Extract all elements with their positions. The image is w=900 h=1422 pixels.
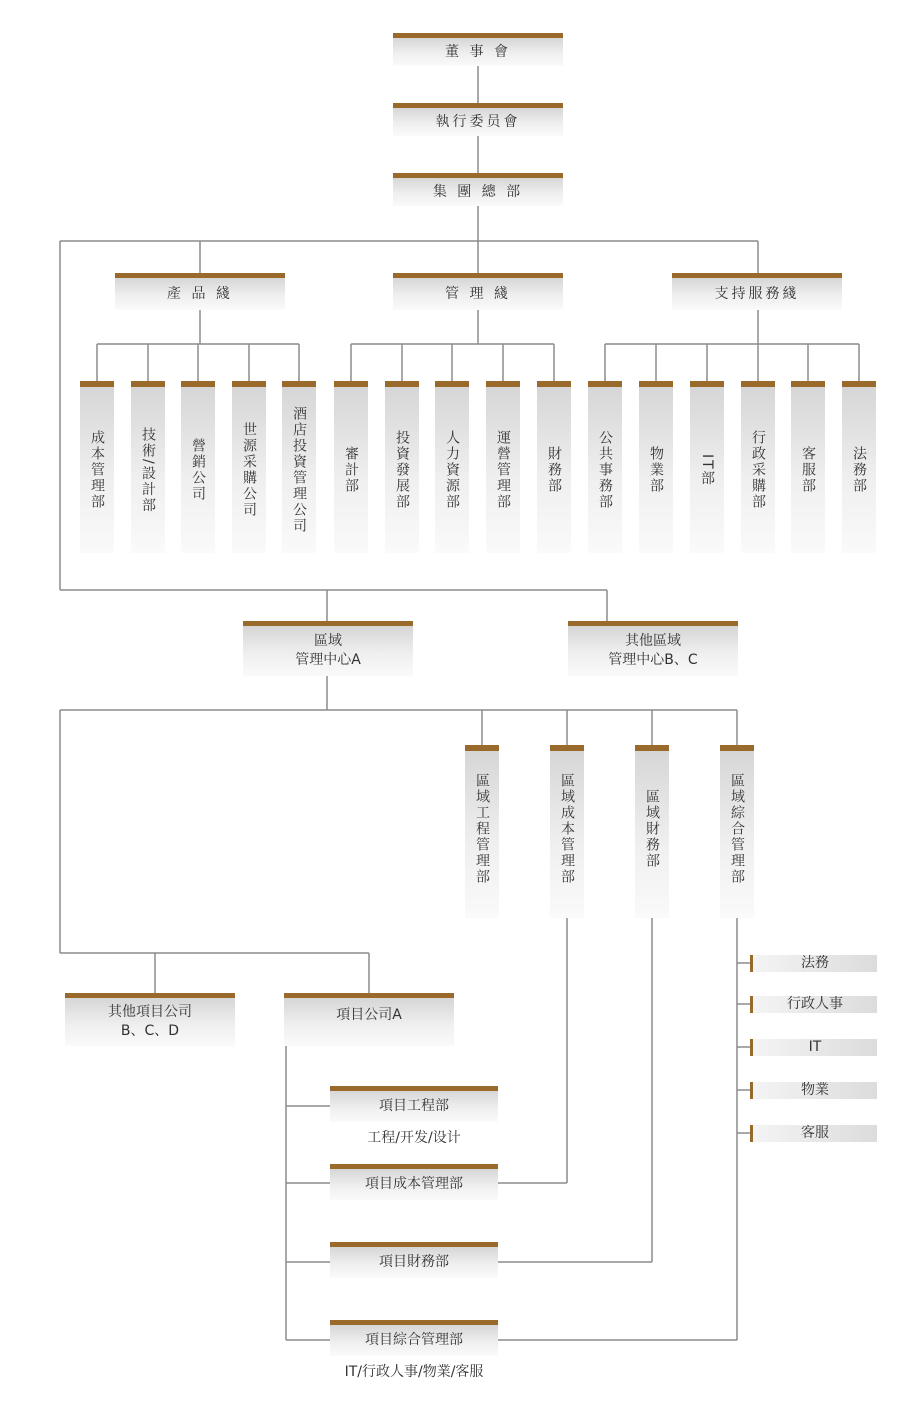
regional-dept-box bbox=[635, 745, 669, 918]
dept-label: 成本管理部 bbox=[89, 430, 105, 510]
dept-box bbox=[80, 381, 114, 553]
regional-center-a-box bbox=[243, 621, 413, 676]
dept-box bbox=[181, 381, 215, 553]
group-hq-box bbox=[393, 173, 563, 206]
dept-label: 公共事務部 bbox=[597, 430, 613, 510]
support-line-label: 支持服務綫 bbox=[714, 285, 800, 302]
dept-box bbox=[282, 381, 316, 553]
project-finance-label: 項目財務部 bbox=[379, 1254, 449, 1270]
integrated-subunit bbox=[750, 1082, 877, 1099]
dept-box bbox=[690, 381, 724, 553]
integrated-subunit-label: 法務 bbox=[801, 955, 829, 971]
dept-box bbox=[385, 381, 419, 553]
dept-box bbox=[588, 381, 622, 553]
support-line-box bbox=[672, 273, 842, 310]
project-cost-label: 項目成本管理部 bbox=[365, 1176, 463, 1192]
dept-label: 客服部 bbox=[800, 446, 816, 494]
regional-dept-label: 區域綜合管理部 bbox=[729, 773, 745, 885]
project-company-a-box bbox=[284, 993, 454, 1046]
other-project-companies-label: 其他項目公司 B、C、D bbox=[108, 1004, 192, 1039]
regional-dept-box bbox=[720, 745, 754, 918]
dept-box bbox=[131, 381, 165, 553]
product-line-label: 產 品 綫 bbox=[167, 285, 233, 302]
dept-label: 人力資源部 bbox=[444, 430, 460, 510]
other-regional-centers-box bbox=[568, 621, 738, 676]
integrated-subunit-label: IT bbox=[808, 1039, 822, 1055]
regional-dept-box bbox=[550, 745, 584, 918]
regional-dept-box bbox=[465, 745, 499, 918]
dept-box bbox=[334, 381, 368, 553]
other-regional-centers-label: 其他區域 管理中心B、C bbox=[608, 633, 698, 668]
board-label: 董 事 會 bbox=[445, 43, 511, 60]
dept-label: IT部 bbox=[699, 453, 715, 487]
group-hq-label: 集 團 總 部 bbox=[432, 183, 524, 200]
dept-box bbox=[842, 381, 876, 553]
project-engineering-note: 工程/开发/设计 bbox=[367, 1130, 461, 1146]
executive-committee-box bbox=[393, 103, 563, 136]
dept-box bbox=[486, 381, 520, 553]
board-box bbox=[393, 33, 563, 66]
project-integrated-label: 項目綜合管理部 bbox=[365, 1332, 463, 1348]
project-cost-box bbox=[330, 1164, 498, 1200]
integrated-subunit bbox=[750, 1039, 877, 1056]
management-line-box bbox=[393, 273, 563, 310]
project-company-a-label: 項目公司A bbox=[336, 1007, 402, 1023]
dept-box bbox=[537, 381, 571, 553]
dept-label: 財務部 bbox=[546, 446, 562, 494]
management-line-label: 管 理 綫 bbox=[445, 285, 511, 302]
integrated-subunit-label: 客服 bbox=[801, 1125, 829, 1141]
integrated-subunit bbox=[750, 996, 877, 1013]
dept-box bbox=[435, 381, 469, 553]
dept-label: 法務部 bbox=[851, 446, 867, 494]
other-project-companies-box bbox=[65, 993, 235, 1046]
dept-label: 世源采購公司 bbox=[241, 422, 257, 518]
regional-center-a-label: 區域 管理中心A bbox=[295, 633, 361, 668]
project-integrated-box bbox=[330, 1320, 498, 1356]
project-engineering-box bbox=[330, 1086, 498, 1122]
dept-label: 審計部 bbox=[343, 446, 359, 494]
executive-committee-label: 執行委员會 bbox=[435, 113, 521, 130]
dept-box bbox=[639, 381, 673, 553]
dept-label: 營銷公司 bbox=[190, 438, 206, 502]
integrated-subunit bbox=[750, 1125, 877, 1142]
regional-dept-label: 區域工程管理部 bbox=[474, 773, 490, 885]
regional-dept-label: 區域成本管理部 bbox=[559, 773, 575, 885]
integrated-subunit-label: 物業 bbox=[801, 1082, 829, 1098]
integrated-subunit-label: 行政人事 bbox=[787, 996, 843, 1012]
product-line-box bbox=[115, 273, 285, 310]
dept-box bbox=[741, 381, 775, 553]
dept-label: 行政采購部 bbox=[750, 430, 766, 510]
dept-label: 投資發展部 bbox=[394, 430, 410, 510]
dept-label: 技術/設計部 bbox=[140, 426, 156, 514]
integrated-subunit bbox=[750, 955, 877, 972]
dept-label: 運營管理部 bbox=[495, 430, 511, 510]
dept-label: 物業部 bbox=[648, 446, 664, 494]
dept-label: 酒店投資管理公司 bbox=[291, 406, 307, 534]
project-finance-box bbox=[330, 1242, 498, 1278]
dept-box bbox=[791, 381, 825, 553]
regional-dept-label: 區域財務部 bbox=[644, 789, 660, 869]
dept-box bbox=[232, 381, 266, 553]
project-integrated-note: IT/行政人事/物業/客服 bbox=[344, 1364, 484, 1380]
project-engineering-label: 項目工程部 bbox=[379, 1098, 449, 1114]
